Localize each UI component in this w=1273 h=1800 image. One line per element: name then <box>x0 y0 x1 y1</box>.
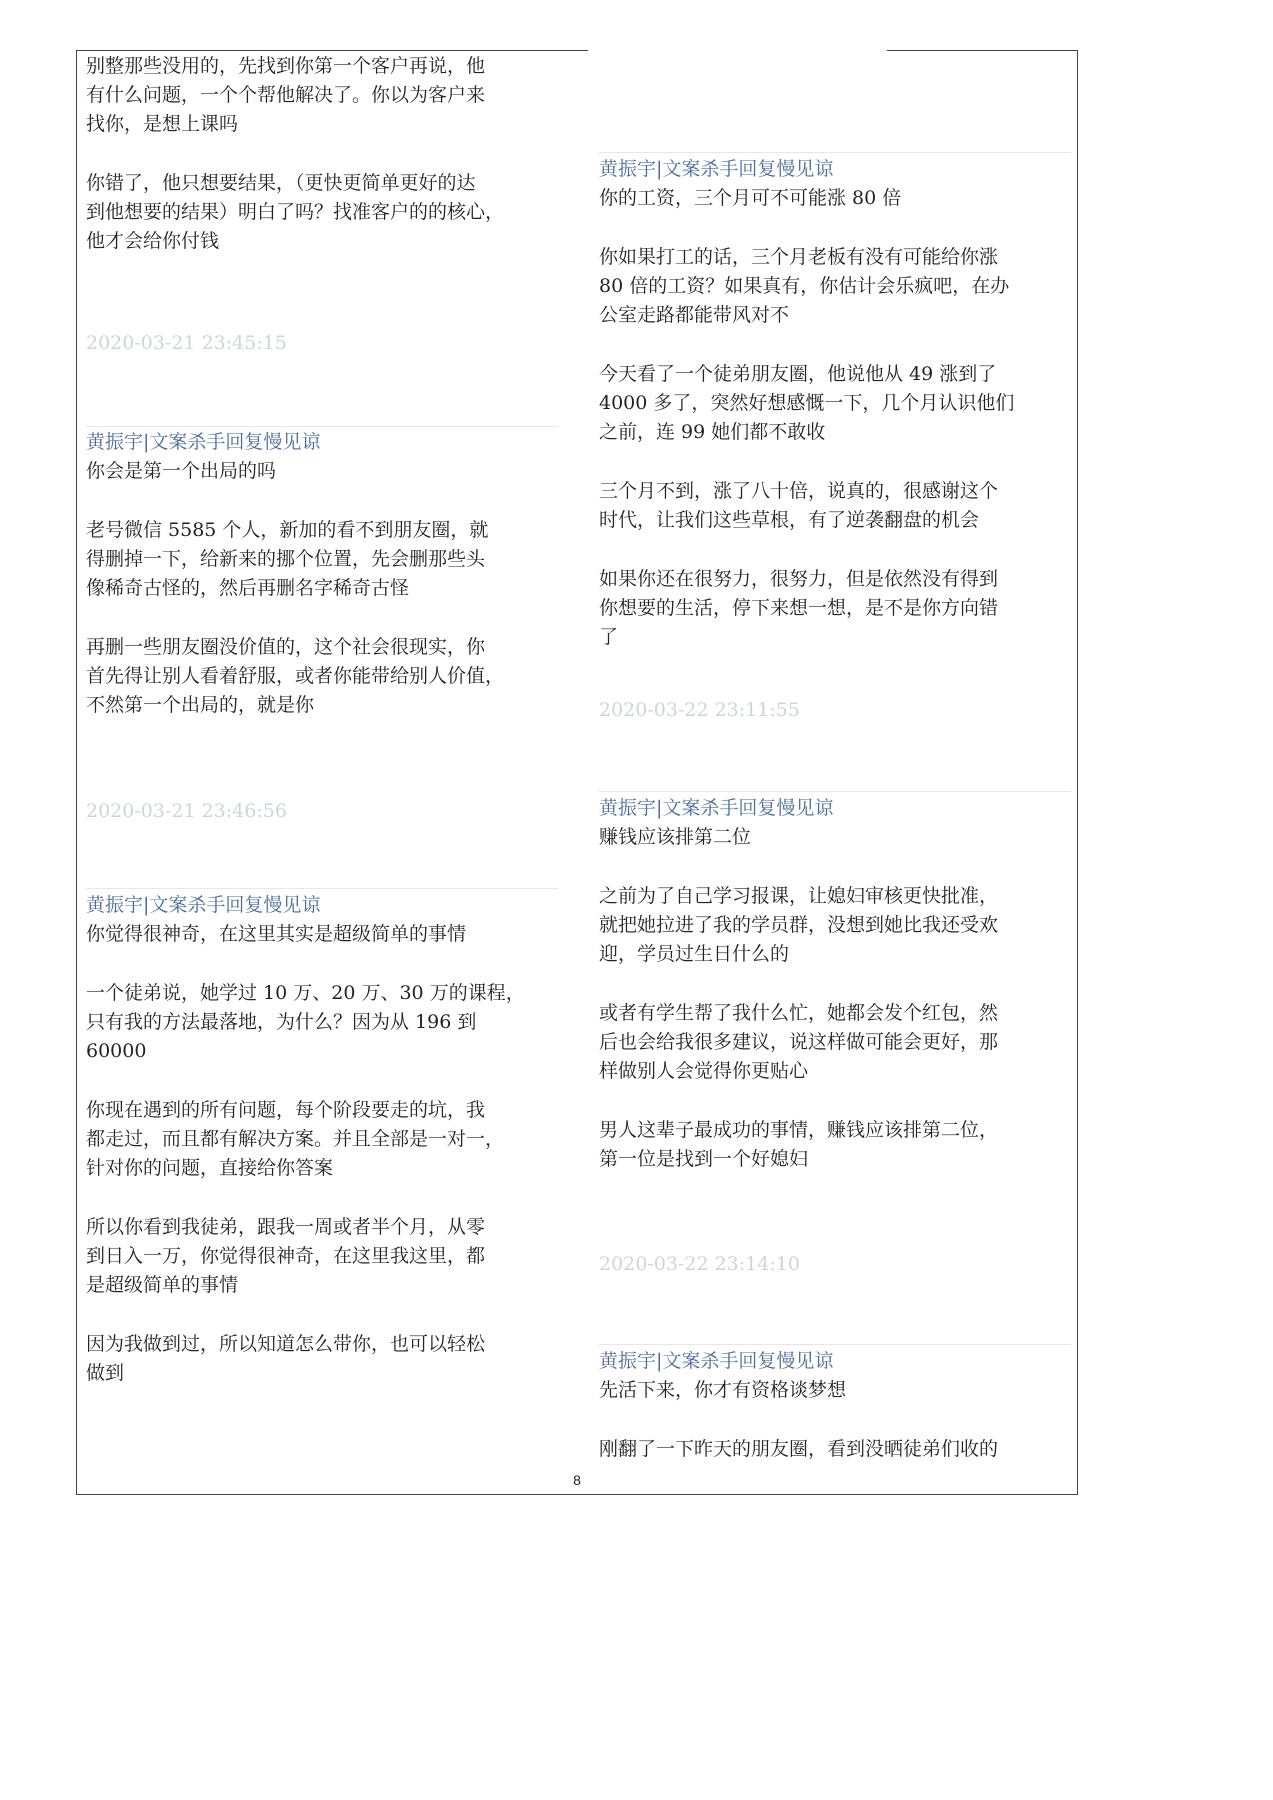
post-paragraph: 你如果打工的话，三个月老板有没有可能给你涨 80 倍的工资？如果真有，你估计会乐疯吧，在办 公室走路都能带风对不 <box>599 246 1010 326</box>
post-timestamp: 2020-03-21 23:45:15 <box>86 332 287 354</box>
post-divider <box>599 791 1071 792</box>
post-paragraph: 你会是第一个出局的吗 <box>86 460 277 482</box>
post-paragraph: 今天看了一个徒弟朋友圈，他说他从 49 涨到了 4000 多了，突然好想感慨一下，几个月认识他们 之前，连 99 她们都不敢收 <box>599 363 1015 443</box>
right-post-1 <box>599 154 1071 682</box>
page-frame-top-left <box>76 50 588 51</box>
post-paragraph: 三个月不到，涨了八十倍，说真的，很感谢这个 时代，让我们这些草根，有了逆袭翻盘的机会 <box>599 480 999 531</box>
left-post-3 <box>86 890 558 1418</box>
post-paragraph: 老号微信 5585 个人，新加的看不到朋友圈，就 得删掉一下，给新来的挪个位置，先会删那些头 像稀奇古怪的，然后再删名字稀奇古怪 <box>86 519 489 599</box>
post-paragraph: 你的工资，三个月可不可能涨 80 倍 <box>599 187 902 209</box>
post-paragraph: 所以你看到我徒弟，跟我一周或者半个月，从零 到日入一万，你觉得很神奇，在这里我这里，都 是超级简单的事情 <box>86 1216 486 1296</box>
page-frame-left <box>76 50 77 1495</box>
post-paragraph: 再删一些朋友圈没价值的，这个社会很现实，你 首先得让别人看着舒服，或者你能带给别人价值， 不然第一个出局的，就是你 <box>86 636 505 716</box>
post-timestamp: 2020-03-22 23:14:10 <box>599 1253 800 1275</box>
post-author: 黄振宇|文案杀手回复慢见谅 <box>599 1350 834 1372</box>
post-divider <box>599 152 1071 153</box>
post-author: 黄振宇|文案杀手回复慢见谅 <box>599 797 834 819</box>
post-paragraph: 如果你还在很努力，很努力，但是依然没有得到 你想要的生活，停下来想一想，是不是你方向错 了 <box>599 568 999 648</box>
post-paragraph: 先活下来，你才有资格谈梦想 <box>599 1379 847 1401</box>
post-timestamp: 2020-03-22 23:11:55 <box>599 699 800 721</box>
post-paragraph: 刚翻了一下昨天的朋友圈，看到没晒徒弟们收的 <box>599 1438 999 1460</box>
page-number: 8 <box>573 1472 581 1488</box>
right-post-2 <box>599 793 1071 1204</box>
post-paragraph: 一个徒弟说，她学过 10 万、20 万、30 万的课程， 只有我的方法最落地，为什么？因为从 196 到 60000 <box>86 982 525 1062</box>
post-paragraph: 赚钱应该排第二位 <box>599 826 752 848</box>
post-divider <box>599 1344 1071 1345</box>
left-post-2 <box>86 427 558 750</box>
left-post-1 <box>86 52 558 286</box>
post-paragraph: 男人这辈子最成功的事情，赚钱应该排第二位， 第一位是找到一个好媳妇 <box>599 1119 999 1170</box>
page-frame-right <box>1077 50 1078 1495</box>
post-paragraph: 之前为了自己学习报课，让媳妇审核更快批准， 就把她拉进了我的学员群，没想到她比我还受欢 迎，学员过生日什么的 <box>599 885 999 965</box>
post-paragraph: 你现在遇到的所有问题，每个阶段要走的坑，我 都走过，而且都有解决方案。并且全部是一对一， 针对你的问题，直接给你答案 <box>86 1099 505 1179</box>
post-paragraph: 因为我做到过，所以知道怎么带你，也可以轻松 做到 <box>86 1333 486 1384</box>
post-author: 黄振宇|文案杀手回复慢见谅 <box>86 431 321 453</box>
post-divider <box>86 888 558 889</box>
page-frame-top-right <box>887 50 1078 51</box>
post-paragraph: 你觉得很神奇，在这里其实是超级简单的事情 <box>86 923 467 945</box>
page-frame-bottom <box>76 1494 1078 1495</box>
post-timestamp: 2020-03-21 23:46:56 <box>86 800 287 822</box>
post-paragraph: 你错了，他只想要结果，（更快更简单更好的达 到他想要的结果）明白了吗？找准客户的的核心， 他才会给你付钱 <box>86 172 505 252</box>
post-author: 黄振宇|文案杀手回复慢见谅 <box>599 158 834 180</box>
post-paragraph: 别整那些没用的，先找到你第一个客户再说，他 有什么问题，一个个帮他解决了。你以为客户来 找你，是想上课吗 <box>86 55 486 135</box>
post-author: 黄振宇|文案杀手回复慢见谅 <box>86 894 321 916</box>
post-paragraph: 或者有学生帮了我什么忙，她都会发个红包，然 后也会给我很多建议，说这样做可能会更好，那 样做别人会觉得你更贴心 <box>599 1002 999 1082</box>
